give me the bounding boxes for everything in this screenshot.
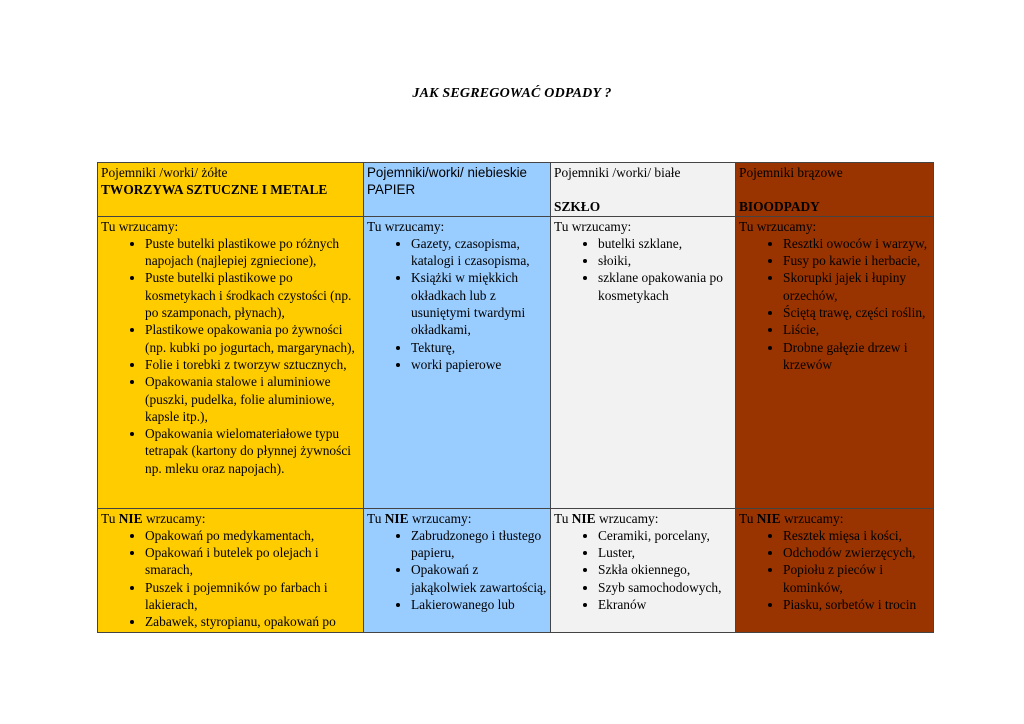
brown-header-cell (736, 163, 934, 217)
list-item: • Tekturę, (411, 339, 547, 356)
forbidden-suffix: wrzucamy: (780, 510, 844, 526)
forbidden-list (554, 527, 732, 613)
category-label: PAPIER (367, 182, 416, 198)
forbidden-prefix: Tu (739, 510, 757, 526)
yellow-header-cell (98, 163, 364, 217)
white-allowed-cell (551, 216, 736, 508)
container-label: Pojemniki /worki/ białe (554, 165, 681, 180)
list-item: • Ekranów (598, 596, 732, 613)
forbidden-prefix: Tu (554, 510, 572, 526)
allowed-list (554, 235, 732, 304)
category-label: BIOODPADY (739, 199, 820, 215)
white-header-cell (551, 163, 736, 217)
brown-forbidden-cell (736, 508, 934, 632)
list-item: • Szkła okiennego, (598, 561, 732, 578)
list-item: • Opakowań po medykamentach, (145, 527, 360, 544)
forbidden-header (739, 510, 930, 527)
list-item: • Puszek i pojemników po farbach i lakierach, (145, 579, 360, 614)
list-item: • Fusy po kawie i herbacie, (783, 252, 930, 269)
brown-allowed-cell (736, 216, 934, 508)
blue-allowed-cell (364, 216, 551, 508)
forbidden-row (98, 508, 934, 632)
allowed-header: Tu wrzucamy: (554, 218, 632, 234)
forbidden-header (554, 510, 732, 527)
list-item: • Skorupki jajek i łupiny orzechów, (783, 269, 930, 304)
list-item: • Książki w miękkich okładkach lub z usuniętymi twardymi okładkami, (411, 269, 547, 338)
list-item: • Puste butelki plastikowe po różnych napojach (najlepiej zgniecione), (145, 235, 360, 270)
list-item: • Piasku, sorbetów i trocin (783, 596, 930, 613)
forbidden-list (739, 527, 930, 613)
list-item: • Luster, (598, 544, 732, 561)
allowed-header: Tu wrzucamy: (101, 218, 179, 234)
waste-sorting-table (97, 162, 934, 633)
list-item: • Liście, (783, 321, 930, 338)
list-item: • Zabrudzonego i tłustego papieru, (411, 527, 547, 562)
list-item: • Gazety, czasopisma, katalogi i czasopisma, (411, 235, 547, 270)
forbidden-header (101, 510, 360, 527)
list-item: • Ściętą trawę, części roślin, (783, 304, 930, 321)
list-item: • Plastikowe opakowania po żywności (np. kubki po jogurtach, margarynach), (145, 321, 360, 356)
forbidden-prefix: Tu (101, 510, 119, 526)
forbidden-list (101, 527, 360, 631)
forbidden-suffix: wrzucamy: (595, 510, 659, 526)
list-item: • Resztek mięsa i kości, (783, 527, 930, 544)
list-item: • worki papierowe (411, 356, 547, 373)
category-label: SZKŁO (554, 199, 601, 215)
yellow-forbidden-cell (98, 508, 364, 632)
list-item: • Opakowania stalowe i aluminiowe (puszki, pudelka, folie aluminiowe, kapsle itp.), (145, 373, 360, 425)
container-label: Pojemniki brązowe (739, 165, 843, 180)
list-item: • Lakierowanego lub (411, 596, 547, 613)
allowed-list (739, 235, 930, 373)
list-item: • Ceramiki, porcelany, (598, 527, 732, 544)
blue-forbidden-cell (364, 508, 551, 632)
blue-header-cell (364, 163, 551, 217)
allowed-header: Tu wrzucamy: (739, 218, 817, 234)
list-item: • szklane opakowania po kosmetykach (598, 269, 732, 304)
list-item: • Opakowań i butelek po olejach i smarach, (145, 544, 360, 579)
list-item: • Szyb samochodowych, (598, 579, 732, 596)
category-label: TWORZYWA SZTUCZNE I METALE (101, 182, 328, 198)
header-row (98, 163, 934, 217)
forbidden-word: NIE (571, 510, 596, 526)
list-item: • Drobne gałęzie drzew i krzewów (783, 339, 930, 374)
list-item: • słoiki, (598, 252, 732, 269)
allowed-list (367, 235, 547, 373)
forbidden-suffix: wrzucamy: (408, 510, 472, 526)
forbidden-word: NIE (384, 510, 409, 526)
yellow-allowed-cell (98, 216, 364, 508)
allowed-row (98, 216, 934, 508)
list-item: • Puste butelki plastikowe po kosmetykach i środkach czystości (np. po szamponach, płynach), (145, 269, 360, 321)
list-item: • Resztki owoców i warzyw, (783, 235, 930, 252)
list-item: • butelki szklane, (598, 235, 732, 252)
list-item: • Zabawek, styropianu, opakowań po (145, 613, 360, 630)
list-item: • Odchodów zwierzęcych, (783, 544, 930, 561)
white-forbidden-cell (551, 508, 736, 632)
list-item: • Folie i torebki z tworzyw sztucznych, (145, 356, 360, 373)
list-item: • Popiołu z pieców i kominków, (783, 561, 930, 596)
allowed-list (101, 235, 360, 477)
document-title: JAK SEGREGOWAĆ ODPADY ? (412, 86, 612, 101)
forbidden-list (367, 527, 547, 613)
allowed-header: Tu wrzucamy: (367, 218, 445, 234)
list-item: • Opakowań z jakąkolwiek zawartością, (411, 561, 547, 596)
forbidden-header (367, 510, 547, 527)
forbidden-prefix: Tu (367, 510, 385, 526)
forbidden-word: NIE (756, 510, 781, 526)
list-item: • Opakowania wielomateriałowe typu tetrapak (kartony do płynnej żywności np. mleku oraz napojach). (145, 425, 360, 477)
forbidden-word: NIE (118, 510, 143, 526)
forbidden-suffix: wrzucamy: (142, 510, 206, 526)
container-label: Pojemniki/worki/ niebieskie (367, 165, 528, 180)
container-label: Pojemniki /worki/ żółte (101, 165, 228, 180)
